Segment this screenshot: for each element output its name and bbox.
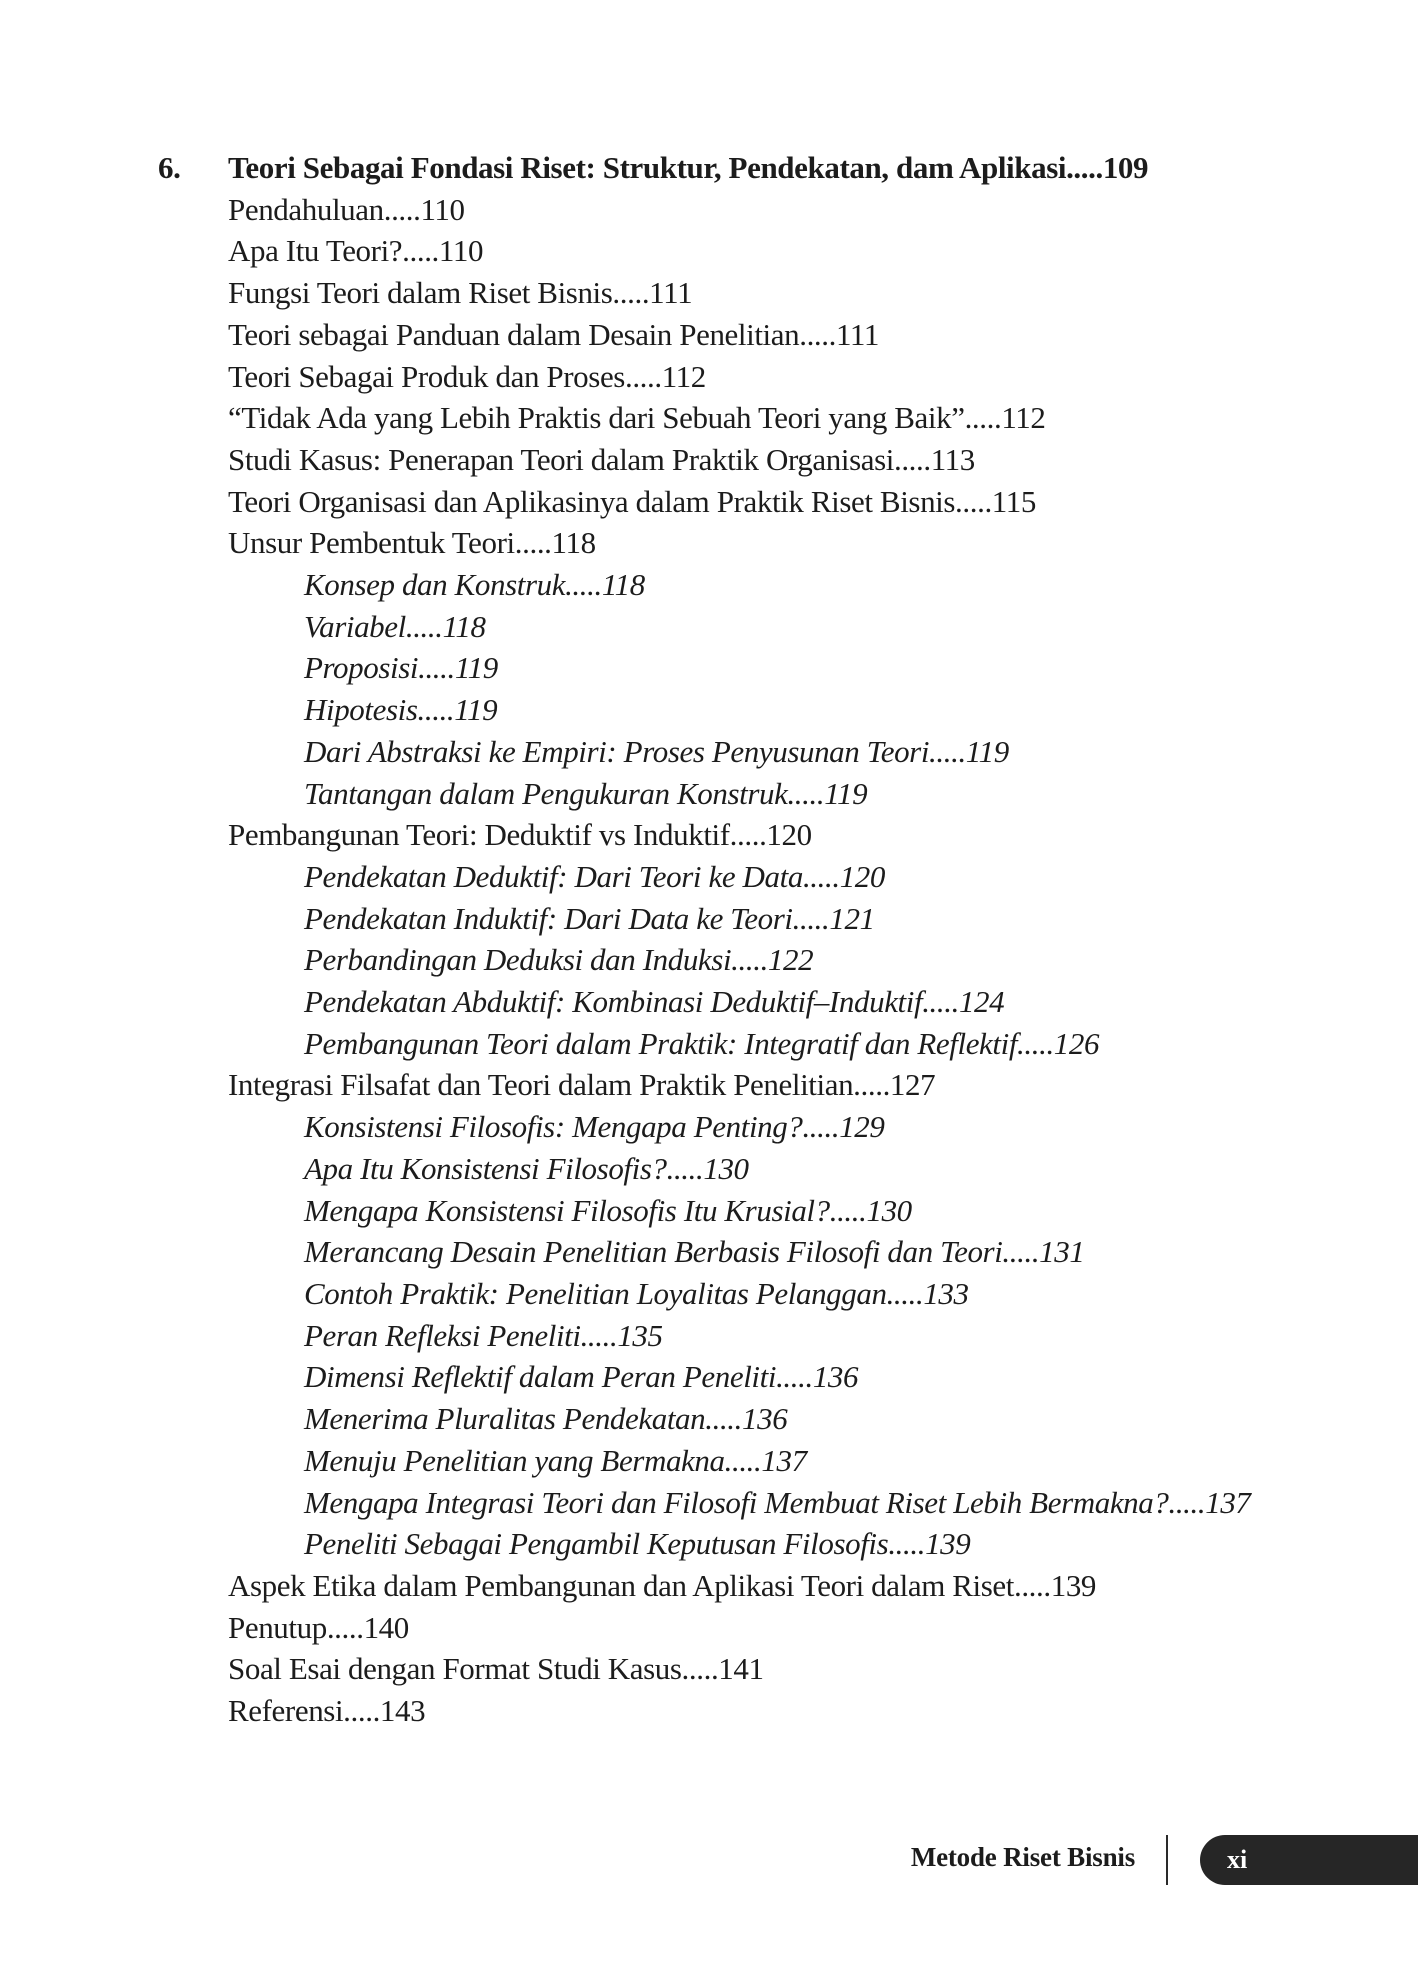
entry-text: Fungsi Teori dalam Riset Bisnis.....111 [228, 275, 693, 311]
entry-text: Apa Itu Konsistensi Filosofis?.....130 [304, 1150, 749, 1186]
toc-entry [0, 356, 1418, 398]
toc-entry [0, 1273, 1418, 1315]
entry-text: Merancang Desain Penelitian Berbasis Filosofi dan Teori.....131 [304, 1234, 1085, 1270]
entry-text: Apa Itu Teori?.....110 [228, 233, 484, 269]
toc-entry [0, 1064, 1418, 1106]
footer-book-title: Metode Riset Bisnis [910, 1842, 1135, 1872]
entry-text: Unsur Pembentuk Teori.....118 [228, 525, 596, 561]
toc-entry [0, 1398, 1418, 1440]
entry-text: Perbandingan Deduksi dan Induksi.....122 [304, 942, 814, 978]
toc-entry [0, 564, 1418, 606]
footer-separator [1166, 1835, 1168, 1885]
entry-text: Aspek Etika dalam Pembangunan dan Aplikasi Teori dalam Riset.....139 [228, 1567, 1097, 1603]
entry-text: Peneliti Sebagai Pengambil Keputusan Filosofis.....139 [304, 1526, 971, 1562]
toc-entry [0, 1690, 1418, 1732]
toc-chapter-title [0, 147, 1418, 189]
toc-entry [0, 1523, 1418, 1565]
toc-entry [0, 898, 1418, 940]
toc-entry [0, 1190, 1418, 1232]
toc-entry [0, 1607, 1418, 1649]
toc-entry [0, 522, 1418, 564]
entry-text: Menerima Pluralitas Pendekatan.....136 [304, 1401, 788, 1437]
entry-text: Pendekatan Deduktif: Dari Teori ke Data.....120 [304, 858, 886, 894]
toc-entry [0, 773, 1418, 815]
entry-text: Teori Sebagai Produk dan Proses.....112 [228, 358, 706, 394]
toc-entry [0, 1231, 1418, 1273]
toc-entry [0, 397, 1418, 439]
toc-entry [0, 856, 1418, 898]
entry-text: Penutup.....140 [228, 1609, 409, 1645]
entry-text: Teori Organisasi dan Aplikasinya dalam Praktik Riset Bisnis.....115 [228, 483, 1036, 519]
toc-entry [0, 1648, 1418, 1690]
entry-text: Hipotesis.....119 [304, 692, 498, 728]
entry-text: Dimensi Reflektif dalam Peran Peneliti.....136 [304, 1359, 859, 1395]
toc-entry [0, 481, 1418, 523]
toc-entry [0, 189, 1418, 231]
entry-text: Pendekatan Abduktif: Kombinasi Deduktif–Induktif.....124 [304, 984, 1005, 1020]
entry-text: Pendahuluan.....110 [228, 191, 465, 227]
entry-text: Pendekatan Induktif: Dari Data ke Teori.....121 [304, 900, 875, 936]
entry-text: Peran Refleksi Peneliti.....135 [304, 1317, 663, 1353]
toc-entry [0, 731, 1418, 773]
toc-entry [0, 606, 1418, 648]
entry-text: Tantangan dalam Pengukuran Konstruk.....119 [304, 775, 868, 811]
toc-list [0, 147, 1418, 1732]
toc-entry [0, 647, 1418, 689]
entry-text: Konsistensi Filosofis: Mengapa Penting?.....129 [304, 1109, 885, 1145]
toc-entry [0, 314, 1418, 356]
toc-entry [0, 814, 1418, 856]
toc-entry [0, 689, 1418, 731]
entry-text: Teori sebagai Panduan dalam Desain Penelitian.....111 [228, 316, 879, 352]
entry-text: Mengapa Integrasi Teori dan Filosofi Membuat Riset Lebih Bermakna?.....137 [304, 1484, 1251, 1520]
entry-text: Mengapa Konsistensi Filosofis Itu Krusial?.....130 [304, 1192, 912, 1228]
toc-entry [0, 1482, 1418, 1524]
page-number-badge [1200, 1835, 1418, 1885]
entry-text: Studi Kasus: Penerapan Teori dalam Praktik Organisasi.....113 [228, 441, 975, 477]
entry-text: Menuju Penelitian yang Bermakna.....137 [304, 1442, 807, 1478]
entry-text: “Tidak Ada yang Lebih Praktis dari Sebuah Teori yang Baik”.....112 [228, 400, 1046, 436]
toc-entry [0, 1023, 1418, 1065]
entry-text: Dari Abstraksi ke Empiri: Proses Penyusunan Teori.....119 [304, 733, 1009, 769]
toc-entry [0, 1356, 1418, 1398]
toc-entry [0, 439, 1418, 481]
entry-text: Variabel.....118 [304, 608, 486, 644]
toc-entry [0, 939, 1418, 981]
entry-text: Pembangunan Teori: Deduktif vs Induktif.....120 [228, 817, 812, 853]
entry-text: Integrasi Filsafat dan Teori dalam Praktik Penelitian.....127 [228, 1067, 936, 1103]
entry-text: Konsep dan Konstruk.....118 [304, 567, 645, 603]
entry-text: Proposisi.....119 [304, 650, 498, 686]
toc-entry [0, 1440, 1418, 1482]
page-number: xi [1227, 1845, 1248, 1874]
entry-text: Pembangunan Teori dalam Praktik: Integratif dan Reflektif.....126 [304, 1025, 1100, 1061]
toc-entry [0, 981, 1418, 1023]
entry-text: Soal Esai dengan Format Studi Kasus.....141 [228, 1651, 764, 1687]
entry-text: Contoh Praktik: Penelitian Loyalitas Pelanggan.....133 [304, 1275, 969, 1311]
entry-text: Referensi.....143 [228, 1693, 426, 1729]
toc-entry [0, 1106, 1418, 1148]
entry-text: Teori Sebagai Fondasi Riset: Struktur, Pendekatan, dam Aplikasi.....109 [228, 150, 1149, 185]
toc-entry [0, 272, 1418, 314]
toc-entry [0, 1315, 1418, 1357]
toc-entry [0, 1148, 1418, 1190]
toc-entry [0, 230, 1418, 272]
chapter-number: 6. [158, 150, 181, 185]
toc-entry [0, 1565, 1418, 1607]
